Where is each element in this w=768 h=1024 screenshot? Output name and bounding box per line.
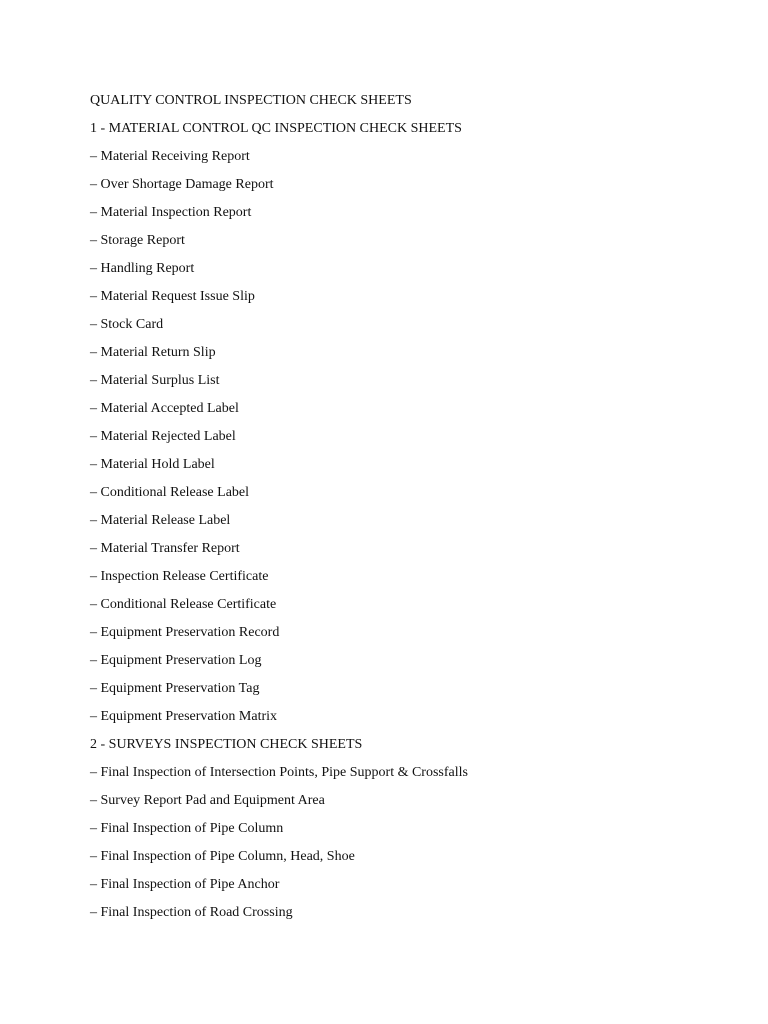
- section-surveys: [90, 734, 730, 930]
- document-title: QUALITY CONTROL INSPECTION CHECK SHEETS: [90, 93, 412, 108]
- section-heading: 1 - MATERIAL CONTROL QC INSPECTION CHECK SHEETS: [90, 121, 462, 136]
- list-item: – Material Return Slip: [90, 345, 216, 360]
- list-item: – Stock Card: [90, 317, 164, 332]
- section-material-control: [90, 118, 730, 734]
- list-item: – Survey Report Pad and Equipment Area: [90, 793, 325, 808]
- list-item: – Storage Report: [90, 233, 185, 248]
- list-item: – Material Request Issue Slip: [90, 289, 255, 304]
- list-item: – Equipment Preservation Matrix: [90, 709, 278, 724]
- list-item: – Material Inspection Report: [90, 205, 252, 220]
- list-item: – Final Inspection of Intersection Points, Pipe Support & Crossfalls: [90, 765, 468, 780]
- list-item: – Material Rejected Label: [90, 429, 236, 444]
- list-item: – Material Release Label: [90, 513, 231, 528]
- list-item: – Final Inspection of Pipe Column, Head, Shoe: [90, 849, 355, 864]
- list-item: – Material Accepted Label: [90, 401, 239, 416]
- list-item: – Final Inspection of Road Crossing: [90, 905, 293, 920]
- list-item: – Material Transfer Report: [90, 541, 240, 556]
- list-item: – Material Hold Label: [90, 457, 215, 472]
- list-item: – Equipment Preservation Record: [90, 625, 280, 640]
- list-item: – Equipment Preservation Log: [90, 653, 262, 668]
- document-page: [90, 90, 730, 930]
- list-item: – Over Shortage Damage Report: [90, 177, 274, 192]
- list-item: – Final Inspection of Pipe Column: [90, 821, 284, 836]
- list-item: – Conditional Release Certificate: [90, 597, 277, 612]
- list-item: – Inspection Release Certificate: [90, 569, 269, 584]
- list-item: – Final Inspection of Pipe Anchor: [90, 877, 280, 892]
- section-heading: 2 - SURVEYS INSPECTION CHECK SHEETS: [90, 737, 363, 752]
- list-item: – Handling Report: [90, 261, 195, 276]
- list-item: – Equipment Preservation Tag: [90, 681, 260, 696]
- list-item: – Material Surplus List: [90, 373, 220, 388]
- list-item: – Material Receiving Report: [90, 149, 250, 164]
- list-item: – Conditional Release Label: [90, 485, 250, 500]
